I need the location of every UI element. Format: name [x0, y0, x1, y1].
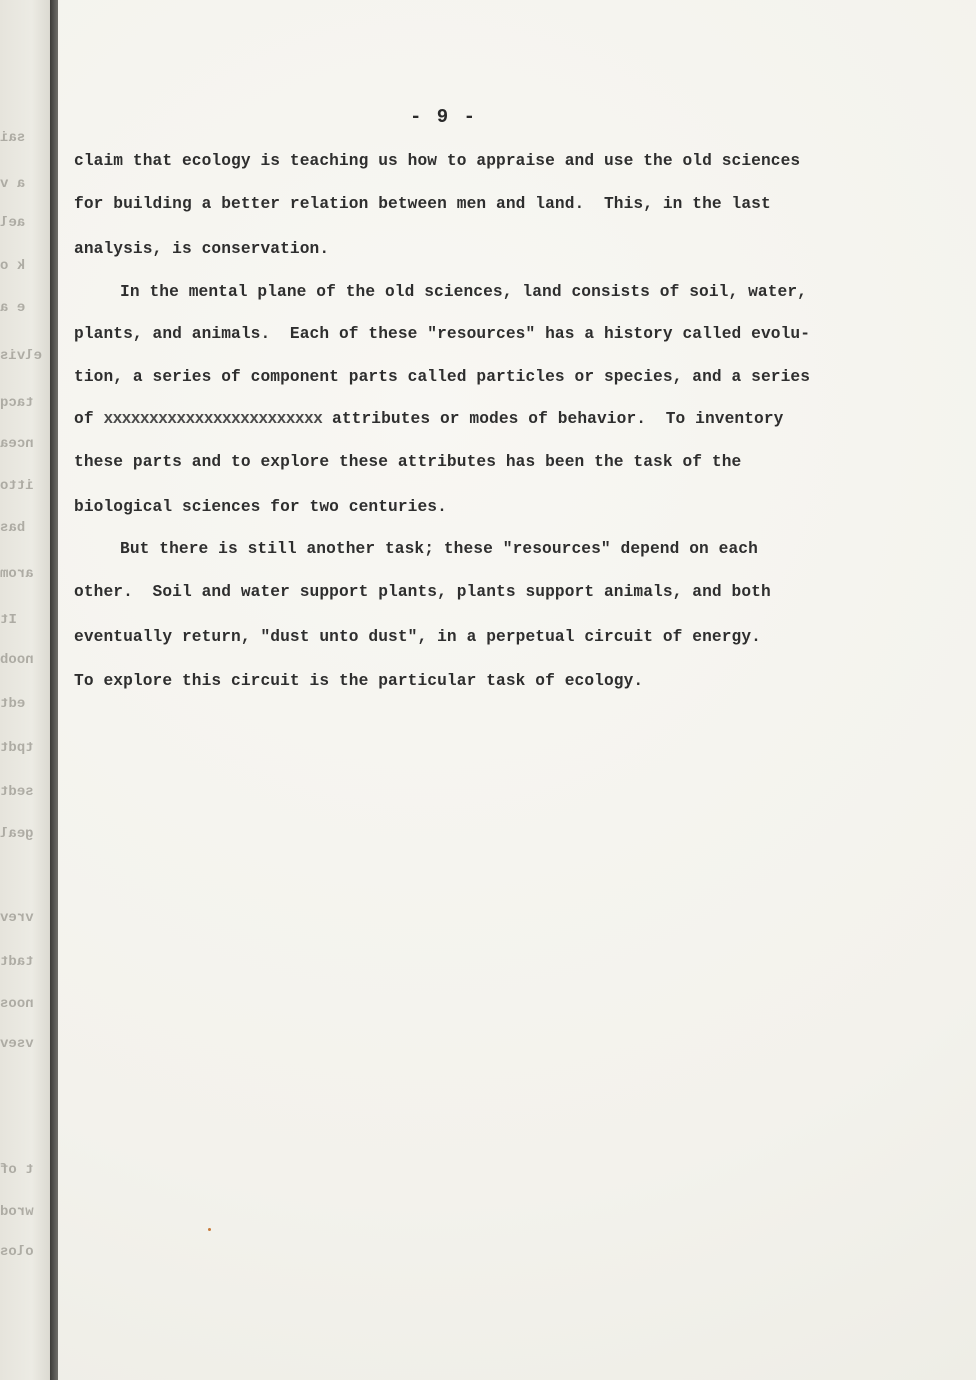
text-line: other. Soil and water support plants, plants support animals, and both — [74, 583, 771, 601]
bleed-text: olos — [0, 1244, 34, 1260]
bleed-text: wrod — [0, 1204, 34, 1220]
bleed-text: sedt — [0, 784, 34, 800]
bleed-text: e a — [0, 300, 26, 316]
bleed-text: sai — [0, 130, 26, 146]
text-line: tion, a series of component parts called particles or species, and a series — [74, 368, 811, 386]
line-prefix: of — [74, 410, 104, 428]
bleed-text: It — [0, 612, 17, 628]
text-line: analysis, is conservation. — [74, 240, 330, 258]
text-line-with-strikeout — [74, 410, 783, 428]
struck-out-text: xxxxxxxxxxxxxxxxxxxxxxxx — [103, 410, 323, 428]
bleed-text: ael — [0, 215, 26, 231]
bleed-text: elvis — [0, 348, 43, 364]
bleed-text: k o — [0, 258, 26, 274]
text-line: biological sciences for two centuries. — [74, 498, 447, 516]
bleed-text: itto — [0, 478, 34, 494]
bleed-text: vsev — [0, 1036, 34, 1052]
bleed-text: arom — [0, 566, 34, 582]
text-line: these parts and to explore these attributes has been the task of the — [74, 453, 742, 471]
text-line: To explore this circuit is the particular task of ecology. — [74, 672, 644, 690]
bleed-text: bas — [0, 520, 26, 536]
bleed-text: tadt — [0, 954, 34, 970]
typewritten-page — [58, 0, 976, 1380]
bleed-text: t of — [0, 1162, 34, 1178]
text-line: eventually return, "dust unto dust", in a perpetual circuit of energy. — [74, 628, 761, 646]
bleed-text: a v — [0, 176, 26, 192]
text-line: In the mental plane of the old sciences, land consists of soil, water, — [120, 283, 807, 301]
bleed-text: vrev — [0, 910, 34, 926]
bleed-text: tacq — [0, 395, 34, 411]
page-number: - 9 - — [410, 106, 478, 128]
bleed-text: edt — [0, 696, 26, 712]
text-line: for building a better relation between men and land. This, in the last — [74, 195, 771, 213]
bleed-text: tpdt — [0, 740, 34, 756]
text-line: claim that ecology is teaching us how to appraise and use the old sciences — [74, 152, 801, 170]
bleed-text: noob — [0, 652, 34, 668]
text-line: But there is still another task; these "resources" depend on each — [120, 540, 758, 558]
bleed-text: noos — [0, 996, 34, 1012]
bleed-text: geal — [0, 826, 34, 842]
paper-speck — [208, 1228, 211, 1231]
text-line: plants, and animals. Each of these "resources" has a history called evolu- — [74, 325, 811, 343]
line-remainder: attributes or modes of behavior. To inventory — [322, 410, 784, 428]
bleed-text: ncea — [0, 436, 34, 452]
